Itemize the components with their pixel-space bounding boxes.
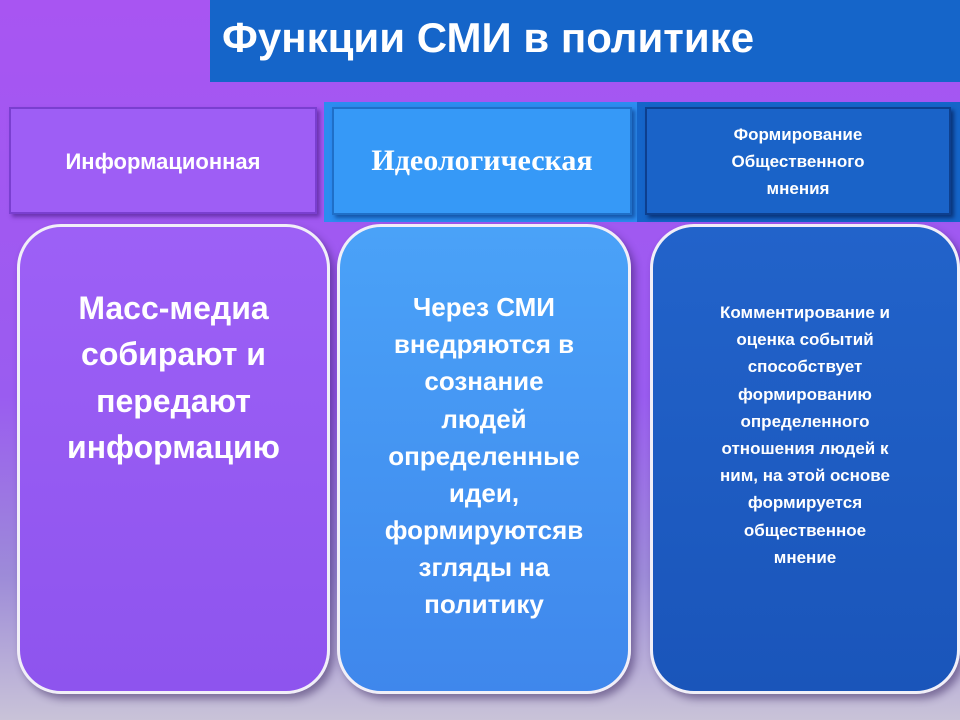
header-public-opinion: Формирование Общественного мнения	[645, 107, 951, 215]
card-ideological	[337, 224, 631, 694]
card-public-opinion-text: Комментирование и оценка событий способствует формированию определенного отношения людей к ним, на этой основе формируется общественное мнение	[720, 303, 890, 567]
card-public-opinion	[650, 224, 960, 694]
card-informational	[17, 224, 330, 694]
slide-title: Функции СМИ в политике	[222, 14, 755, 61]
header-ideological: Идеологическая	[332, 107, 632, 215]
card-ideological-text: Через СМИ внедряются в сознание людей определенные идеи, формируютсяв згляды на политику	[384, 292, 584, 620]
card-informational-text: Масс-медиа собирают и передают информацию	[67, 290, 280, 466]
header-informational: Информационная	[9, 107, 317, 214]
